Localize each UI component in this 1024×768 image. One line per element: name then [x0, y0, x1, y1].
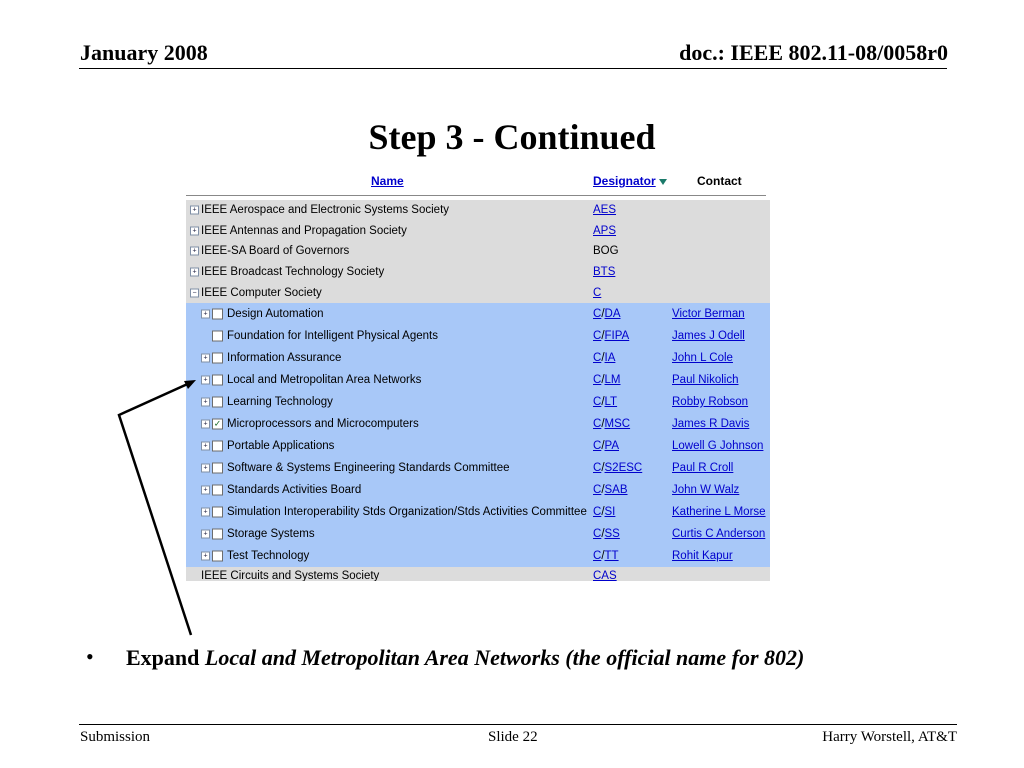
select-checkbox[interactable] [212, 550, 223, 561]
contact-link[interactable]: Robby Robson [672, 395, 749, 408]
designator-link[interactable]: DA [604, 307, 621, 320]
designator-link[interactable]: APS [593, 224, 617, 237]
contact-link[interactable]: James J Odell [672, 329, 745, 342]
expand-icon[interactable]: + [201, 419, 210, 428]
table-row [186, 479, 770, 501]
row-name: IEEE Broadcast Technology Society [201, 266, 385, 279]
expand-icon[interactable]: + [190, 206, 199, 215]
row-name: Information Assurance [227, 351, 342, 364]
table-row [186, 567, 770, 581]
row-name: IEEE Aerospace and Electronic Systems Society [201, 204, 450, 217]
designator-link[interactable]: TT [604, 549, 619, 562]
table-row [186, 347, 770, 369]
table-row [186, 501, 770, 523]
contact-link[interactable]: John L Cole [672, 351, 733, 364]
parent-designator-link[interactable]: C [593, 373, 602, 386]
designator-links: C/LT [593, 395, 618, 408]
expand-icon[interactable]: + [201, 441, 210, 450]
designator-links: C/MSC [593, 417, 631, 430]
table-row [186, 457, 770, 479]
society-table [186, 168, 770, 582]
table-row [186, 435, 770, 457]
select-checkbox[interactable] [212, 528, 223, 539]
parent-designator-link[interactable]: C [593, 417, 602, 430]
parent-designator-link[interactable]: C [593, 439, 602, 452]
row-name: Local and Metropolitan Area Networks [227, 373, 422, 386]
bullet-text [126, 643, 886, 672]
contact-link[interactable]: Curtis C Anderson [672, 527, 766, 540]
expand-icon[interactable]: + [201, 463, 210, 472]
designator-link[interactable]: LM [604, 373, 621, 386]
parent-designator-link[interactable]: C [593, 461, 602, 474]
row-name: IEEE Computer Society [201, 286, 322, 299]
contact-link[interactable]: John W Walz [672, 483, 740, 496]
collapse-icon[interactable]: − [190, 288, 199, 297]
table-row [186, 241, 770, 262]
header-rule [79, 68, 947, 69]
table-row [186, 413, 770, 435]
column-header-name[interactable]: Name [371, 174, 404, 188]
expand-icon[interactable]: + [201, 397, 210, 406]
row-name: IEEE Antennas and Propagation Society [201, 224, 407, 237]
parent-designator-link[interactable]: C [593, 329, 602, 342]
designator-link[interactable]: IA [604, 351, 616, 364]
table-row [186, 303, 770, 325]
header-doc-id: doc.: IEEE 802.11-08/0058r0 [679, 40, 948, 65]
parent-designator-link[interactable]: C [593, 483, 602, 496]
designator-links: C/LM [593, 373, 621, 386]
contact-link[interactable]: James R Davis [672, 417, 750, 430]
row-name: Portable Applications [227, 439, 335, 452]
contact-link[interactable]: Lowell G Johnson [672, 439, 764, 452]
header-divider [186, 195, 766, 196]
callout-arrow-line [119, 382, 192, 635]
row-name: Learning Technology [227, 395, 333, 408]
parent-designator-link[interactable]: C [593, 351, 602, 364]
parent-designator-link[interactable]: C [593, 395, 602, 408]
contact-link[interactable]: Katherine L Morse [672, 505, 766, 518]
row-name: Standards Activities Board [227, 483, 362, 496]
designator-link[interactable]: AES [593, 204, 617, 217]
bullet-italic: Local and Metropolitan Area Networks (the official name for 802) [204, 645, 805, 670]
expand-icon[interactable]: + [201, 551, 210, 560]
designator-links: C/DA [593, 307, 621, 320]
expand-icon[interactable]: + [201, 507, 210, 516]
designator-links: C/SS [593, 527, 620, 540]
sort-desc-icon[interactable] [659, 179, 667, 185]
designator-links: C/SI [593, 505, 616, 518]
slide-title: Step 3 - Continued [368, 117, 656, 157]
bullet-marker: • [86, 644, 94, 669]
select-checkbox[interactable] [212, 352, 223, 363]
designator-link[interactable]: BTS [593, 266, 616, 279]
table-row [186, 282, 770, 303]
designator-link[interactable]: PA [604, 439, 620, 452]
footer-slide-number: Slide 22 [488, 729, 538, 745]
column-header-contact: Contact [697, 174, 742, 188]
expand-icon[interactable]: + [201, 529, 210, 538]
expand-icon[interactable]: + [190, 226, 199, 235]
row-name: IEEE-SA Board of Governors [201, 245, 350, 258]
row-name: Design Automation [227, 307, 324, 320]
contact-link[interactable]: Paul R Croll [672, 461, 734, 474]
expand-icon[interactable]: + [201, 353, 210, 362]
select-checkbox[interactable] [212, 462, 223, 473]
bullet-lead: Expand [126, 645, 200, 670]
footer-left: Submission [80, 729, 151, 745]
row-name: IEEE Circuits and Systems Society [201, 569, 380, 581]
contact-link[interactable]: Paul Nikolich [672, 373, 739, 386]
select-checkbox[interactable] [212, 506, 223, 517]
society-rows [186, 200, 770, 581]
designator-text: BOG [593, 245, 619, 258]
table-row [186, 262, 770, 283]
designator-link[interactable]: MSC [604, 417, 631, 430]
parent-designator-link[interactable]: C [593, 549, 602, 562]
designator-link[interactable]: SAB [604, 483, 628, 496]
designator-link[interactable]: C [593, 286, 602, 299]
designator-link[interactable]: CAS [593, 569, 617, 581]
row-name: Simulation Interoperability Stds Organization/Stds Activities Committee [227, 505, 587, 518]
contact-link[interactable]: Victor Berman [672, 307, 745, 320]
expand-icon[interactable]: + [201, 375, 210, 384]
row-name: Microprocessors and Microcomputers [227, 417, 419, 430]
select-checkbox[interactable] [212, 440, 223, 451]
select-checkbox[interactable] [212, 308, 223, 319]
header-date: January 2008 [80, 40, 208, 65]
expand-icon[interactable]: + [201, 485, 210, 494]
designator-header-label[interactable]: Designator [593, 174, 656, 188]
designator-links: C/S2ESC [593, 461, 643, 474]
parent-designator-link[interactable]: C [593, 505, 602, 518]
table-row [186, 200, 770, 221]
footer-author: Harry Worstell, AT&T [822, 729, 957, 745]
table-row [186, 221, 770, 242]
table-row [186, 523, 770, 545]
designator-link[interactable]: FIPA [604, 329, 630, 342]
row-name: Foundation for Intelligent Physical Agents [227, 329, 438, 342]
contact-link[interactable]: Rohit Kapur [672, 549, 733, 562]
expand-icon[interactable]: + [190, 247, 199, 256]
designator-links: C/SAB [593, 483, 628, 496]
designator-links: C/TT [593, 549, 619, 562]
designator-links: C/FIPA [593, 329, 630, 342]
designator-link[interactable]: SI [604, 505, 616, 518]
select-checkbox[interactable] [212, 374, 223, 385]
table-row [186, 391, 770, 413]
row-name: Storage Systems [227, 527, 315, 540]
designator-link[interactable]: S2ESC [604, 461, 643, 474]
select-checkbox-checked[interactable]: ✓ [213, 418, 222, 429]
table-row [186, 369, 770, 391]
parent-designator-link[interactable]: C [593, 307, 602, 320]
column-header-designator[interactable] [593, 174, 667, 190]
designator-links: C/IA [593, 351, 616, 364]
designator-links: C/PA [593, 439, 620, 452]
footer-rule [79, 724, 957, 725]
table-row [186, 545, 770, 567]
select-checkbox[interactable] [212, 396, 223, 407]
designator-link[interactable]: SS [604, 527, 620, 540]
select-checkbox[interactable] [212, 330, 223, 341]
row-name: Test Technology [227, 549, 310, 562]
parent-designator-link[interactable]: C [593, 527, 602, 540]
designator-link[interactable]: LT [604, 395, 618, 408]
table-row [186, 325, 770, 347]
expand-icon[interactable]: + [201, 309, 210, 318]
select-checkbox[interactable] [212, 484, 223, 495]
expand-icon[interactable]: + [190, 268, 199, 277]
row-name: Software & Systems Engineering Standards Committee [227, 461, 510, 474]
